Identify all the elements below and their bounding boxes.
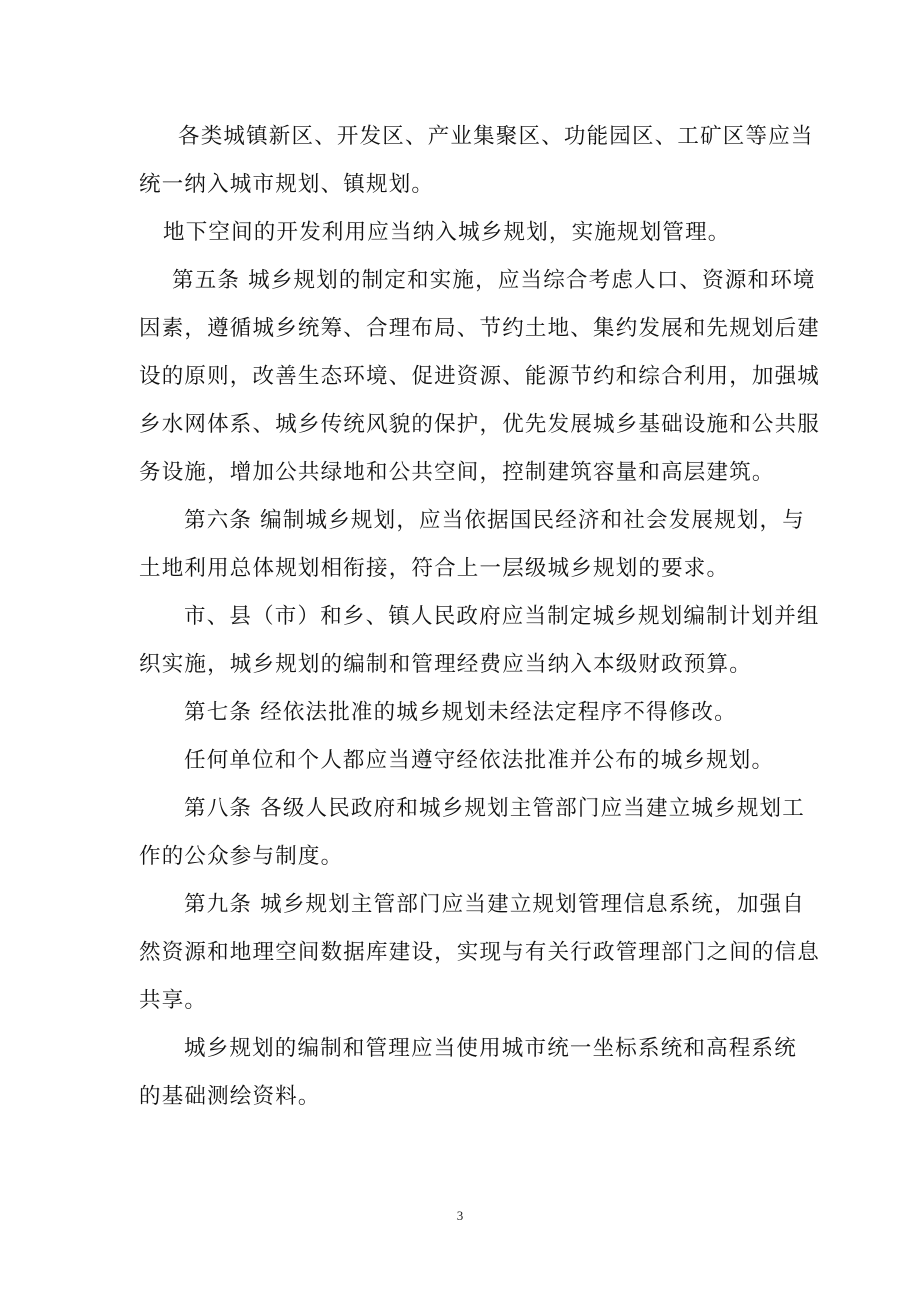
text-line: 因素，遵循城乡统筹、合理布局、节约土地、集约发展和先规划后建 bbox=[139, 316, 821, 341]
text-line: 第八条 各级人民政府和城乡规划主管部门应当建立城乡规划工 bbox=[184, 796, 805, 821]
text-line: 务设施，增加公共绿地和公共空间，控制建筑容量和高层建筑。 bbox=[139, 460, 775, 485]
text-line: 地下空间的开发利用应当纳入城乡规划，实施规划管理。 bbox=[163, 220, 731, 245]
text-line: 市、县（市）和乡、镇人民政府应当制定城乡规划编制计划并组 bbox=[184, 604, 820, 629]
text-line: 的基础测绘资料。 bbox=[139, 1084, 321, 1109]
text-line: 织实施，城乡规划的编制和管理经费应当纳入本级财政预算。 bbox=[139, 652, 752, 677]
text-line: 乡水网体系、城乡传统风貌的保护，优先发展城乡基础设施和公共服 bbox=[139, 412, 821, 437]
text-line: 任何单位和个人都应当遵守经依法批准并公布的城乡规划。 bbox=[184, 748, 775, 773]
text-line: 第五条 城乡规划的制定和实施，应当综合考虑人口、资源和环境 bbox=[172, 268, 816, 293]
text-line: 统一纳入城市规划、镇规划。 bbox=[139, 172, 435, 197]
text-line: 城乡规划的编制和管理应当使用城市统一坐标系统和高程系统 bbox=[184, 1036, 797, 1061]
text-line: 各类城镇新区、开发区、产业集聚区、功能园区、工矿区等应当 bbox=[178, 124, 814, 149]
text-line: 第九条 城乡规划主管部门应当建立规划管理信息系统，加强自 bbox=[184, 892, 805, 917]
text-line: 共享。 bbox=[139, 988, 208, 1013]
page-number: 3 bbox=[456, 1208, 464, 1223]
text-line: 第七条 经依法批准的城乡规划未经法定程序不得修改。 bbox=[184, 700, 737, 725]
text-line: 作的公众参与制度。 bbox=[139, 844, 344, 869]
text-line: 设的原则，改善生态环境、促进资源、能源节约和综合利用，加强城 bbox=[139, 364, 821, 389]
text-line: 土地利用总体规划相衔接，符合上一层级城乡规划的要求。 bbox=[139, 556, 730, 581]
text-line: 第六条 编制城乡规划，应当依据国民经济和社会发展规划，与 bbox=[184, 508, 805, 533]
text-line: 然资源和地理空间数据库建设，实现与有关行政管理部门之间的信息 bbox=[139, 940, 821, 965]
